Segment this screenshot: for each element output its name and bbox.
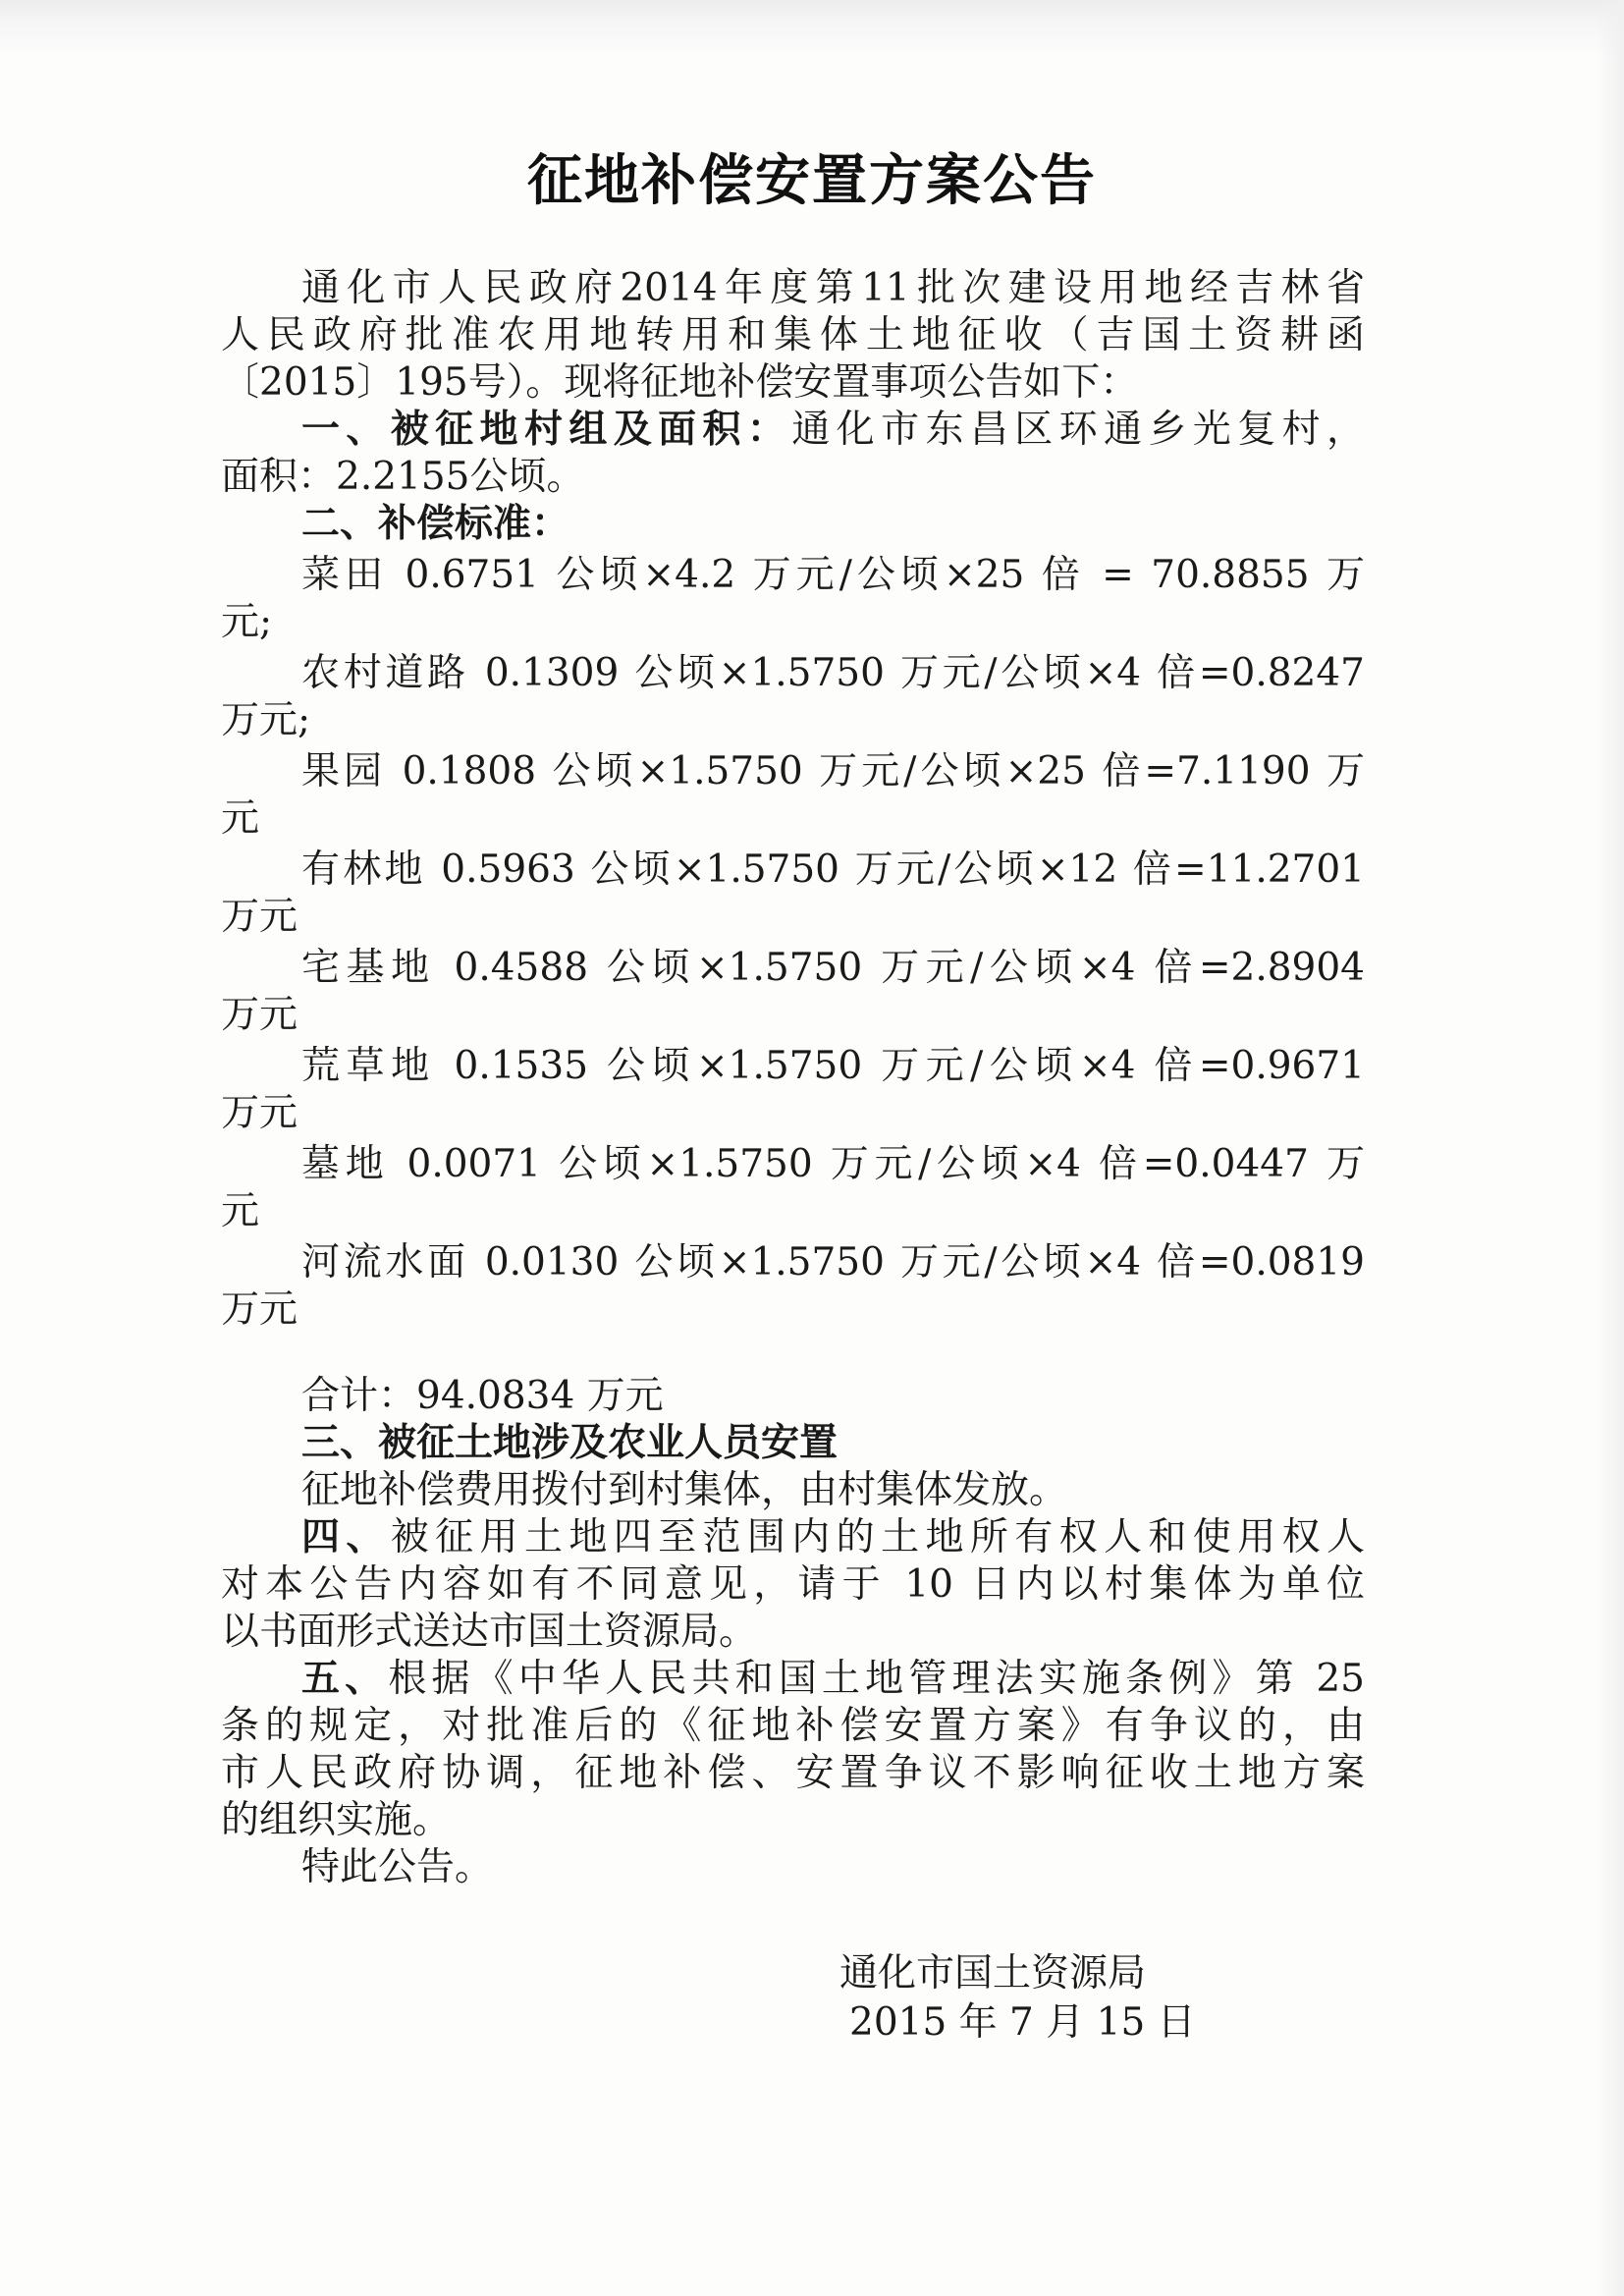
section-4-line-2: 对本公告内容如有不同意见，请于 10 日内以村集体为单位	[221, 1562, 1365, 1607]
compensation-item-unit: 万元	[221, 1091, 298, 1135]
compensation-total: 合计：94.0834 万元	[301, 1374, 664, 1418]
scan-shadow-top	[0, 0, 1624, 59]
compensation-item-unit: 万元	[221, 993, 298, 1037]
section-1-text: 通化市东昌区环通乡光复村，	[791, 408, 1365, 452]
intro-line-1: 通化市人民政府2014年度第11批次建设用地经吉林省	[301, 266, 1365, 310]
section-4-text: 被征用土地四至范围内的土地所有权人和使用权人	[390, 1515, 1365, 1559]
section-3-text: 征地补偿费用拨付到村集体，由村集体发放。	[301, 1468, 1068, 1512]
compensation-item-unit: 万元	[221, 1287, 298, 1332]
section-3-heading: 三、被征土地涉及农业人员安置	[301, 1421, 839, 1465]
compensation-item-line: 有林地 0.5963 公顷×1.5750 万元/公顷×12 倍=11.2701	[301, 847, 1365, 892]
compensation-item-unit: 万元	[221, 895, 298, 939]
document-body	[221, 265, 1365, 1891]
section-5-line-4: 的组织实施。	[221, 1798, 452, 1842]
issue-date: 2015 年 7 月 15 日	[849, 2000, 1196, 2045]
compensation-item-unit: 万元;	[221, 698, 311, 742]
section-5-line-1	[221, 1656, 1365, 1703]
intro-line-2: 人民政府批准农用地转用和集体土地征收（吉国土资耕函	[221, 313, 1365, 357]
section-4-heading: 四、	[301, 1515, 391, 1559]
section-1-line	[221, 407, 1365, 454]
section-5-heading: 五、	[301, 1657, 389, 1701]
issuer-name: 通化市国土资源局	[839, 1951, 1147, 1995]
compensation-item-line: 宅基地 0.4588 公顷×1.5750 万元/公顷×4 倍=2.8904	[301, 946, 1365, 990]
section-1-heading: 一、被征地村组及面积：	[301, 408, 792, 452]
compensation-item-line: 河流水面 0.0130 公顷×1.5750 万元/公顷×4 倍=0.0819	[301, 1240, 1365, 1285]
compensation-item-line: 菜田 0.6751 公顷×4.2 万元/公顷×25 倍 = 70.8855 万	[301, 553, 1365, 597]
section-5-line-3: 市人民政府协调，征地补偿、安置争议不影响征收土地方案	[221, 1751, 1365, 1795]
scan-shadow-right	[1597, 0, 1624, 2296]
section-5-text: 根据《中华人民共和国土地管理法实施条例》第 25	[388, 1657, 1365, 1701]
section-4-line-1	[221, 1514, 1365, 1561]
compensation-item-line: 果园 0.1808 公顷×1.5750 万元/公顷×25 倍=7.1190 万	[301, 749, 1365, 793]
compensation-item-line: 荒草地 0.1535 公顷×1.5750 万元/公顷×4 倍=0.9671	[301, 1044, 1365, 1088]
compensation-item-unit: 元;	[221, 600, 273, 644]
intro-line-3: 〔2015〕195号）。现将征地补偿安置事项公告如下：	[221, 360, 1139, 405]
compensation-item-unit: 元	[221, 1189, 260, 1233]
signature-block	[839, 1949, 1213, 2048]
document-title: 征地补偿安置方案公告	[527, 149, 1097, 213]
closing-text: 特此公告。	[301, 1845, 494, 1889]
section-4-line-3: 以书面形式送达市国土资源局。	[221, 1610, 758, 1654]
section-5-line-2: 条的规定，对批准后的《征地补偿安置方案》有争议的，由	[221, 1704, 1365, 1748]
compensation-item-line: 墓地 0.0071 公顷×1.5750 万元/公顷×4 倍=0.0447 万	[301, 1142, 1365, 1186]
compensation-item-line: 农村道路 0.1309 公顷×1.5750 万元/公顷×4 倍=0.8247	[301, 651, 1365, 695]
section-2-heading: 二、补偿标准：	[301, 502, 570, 546]
section-1-continuation: 面积：2.2155公顷。	[221, 455, 585, 499]
compensation-item-unit: 元	[221, 796, 260, 841]
